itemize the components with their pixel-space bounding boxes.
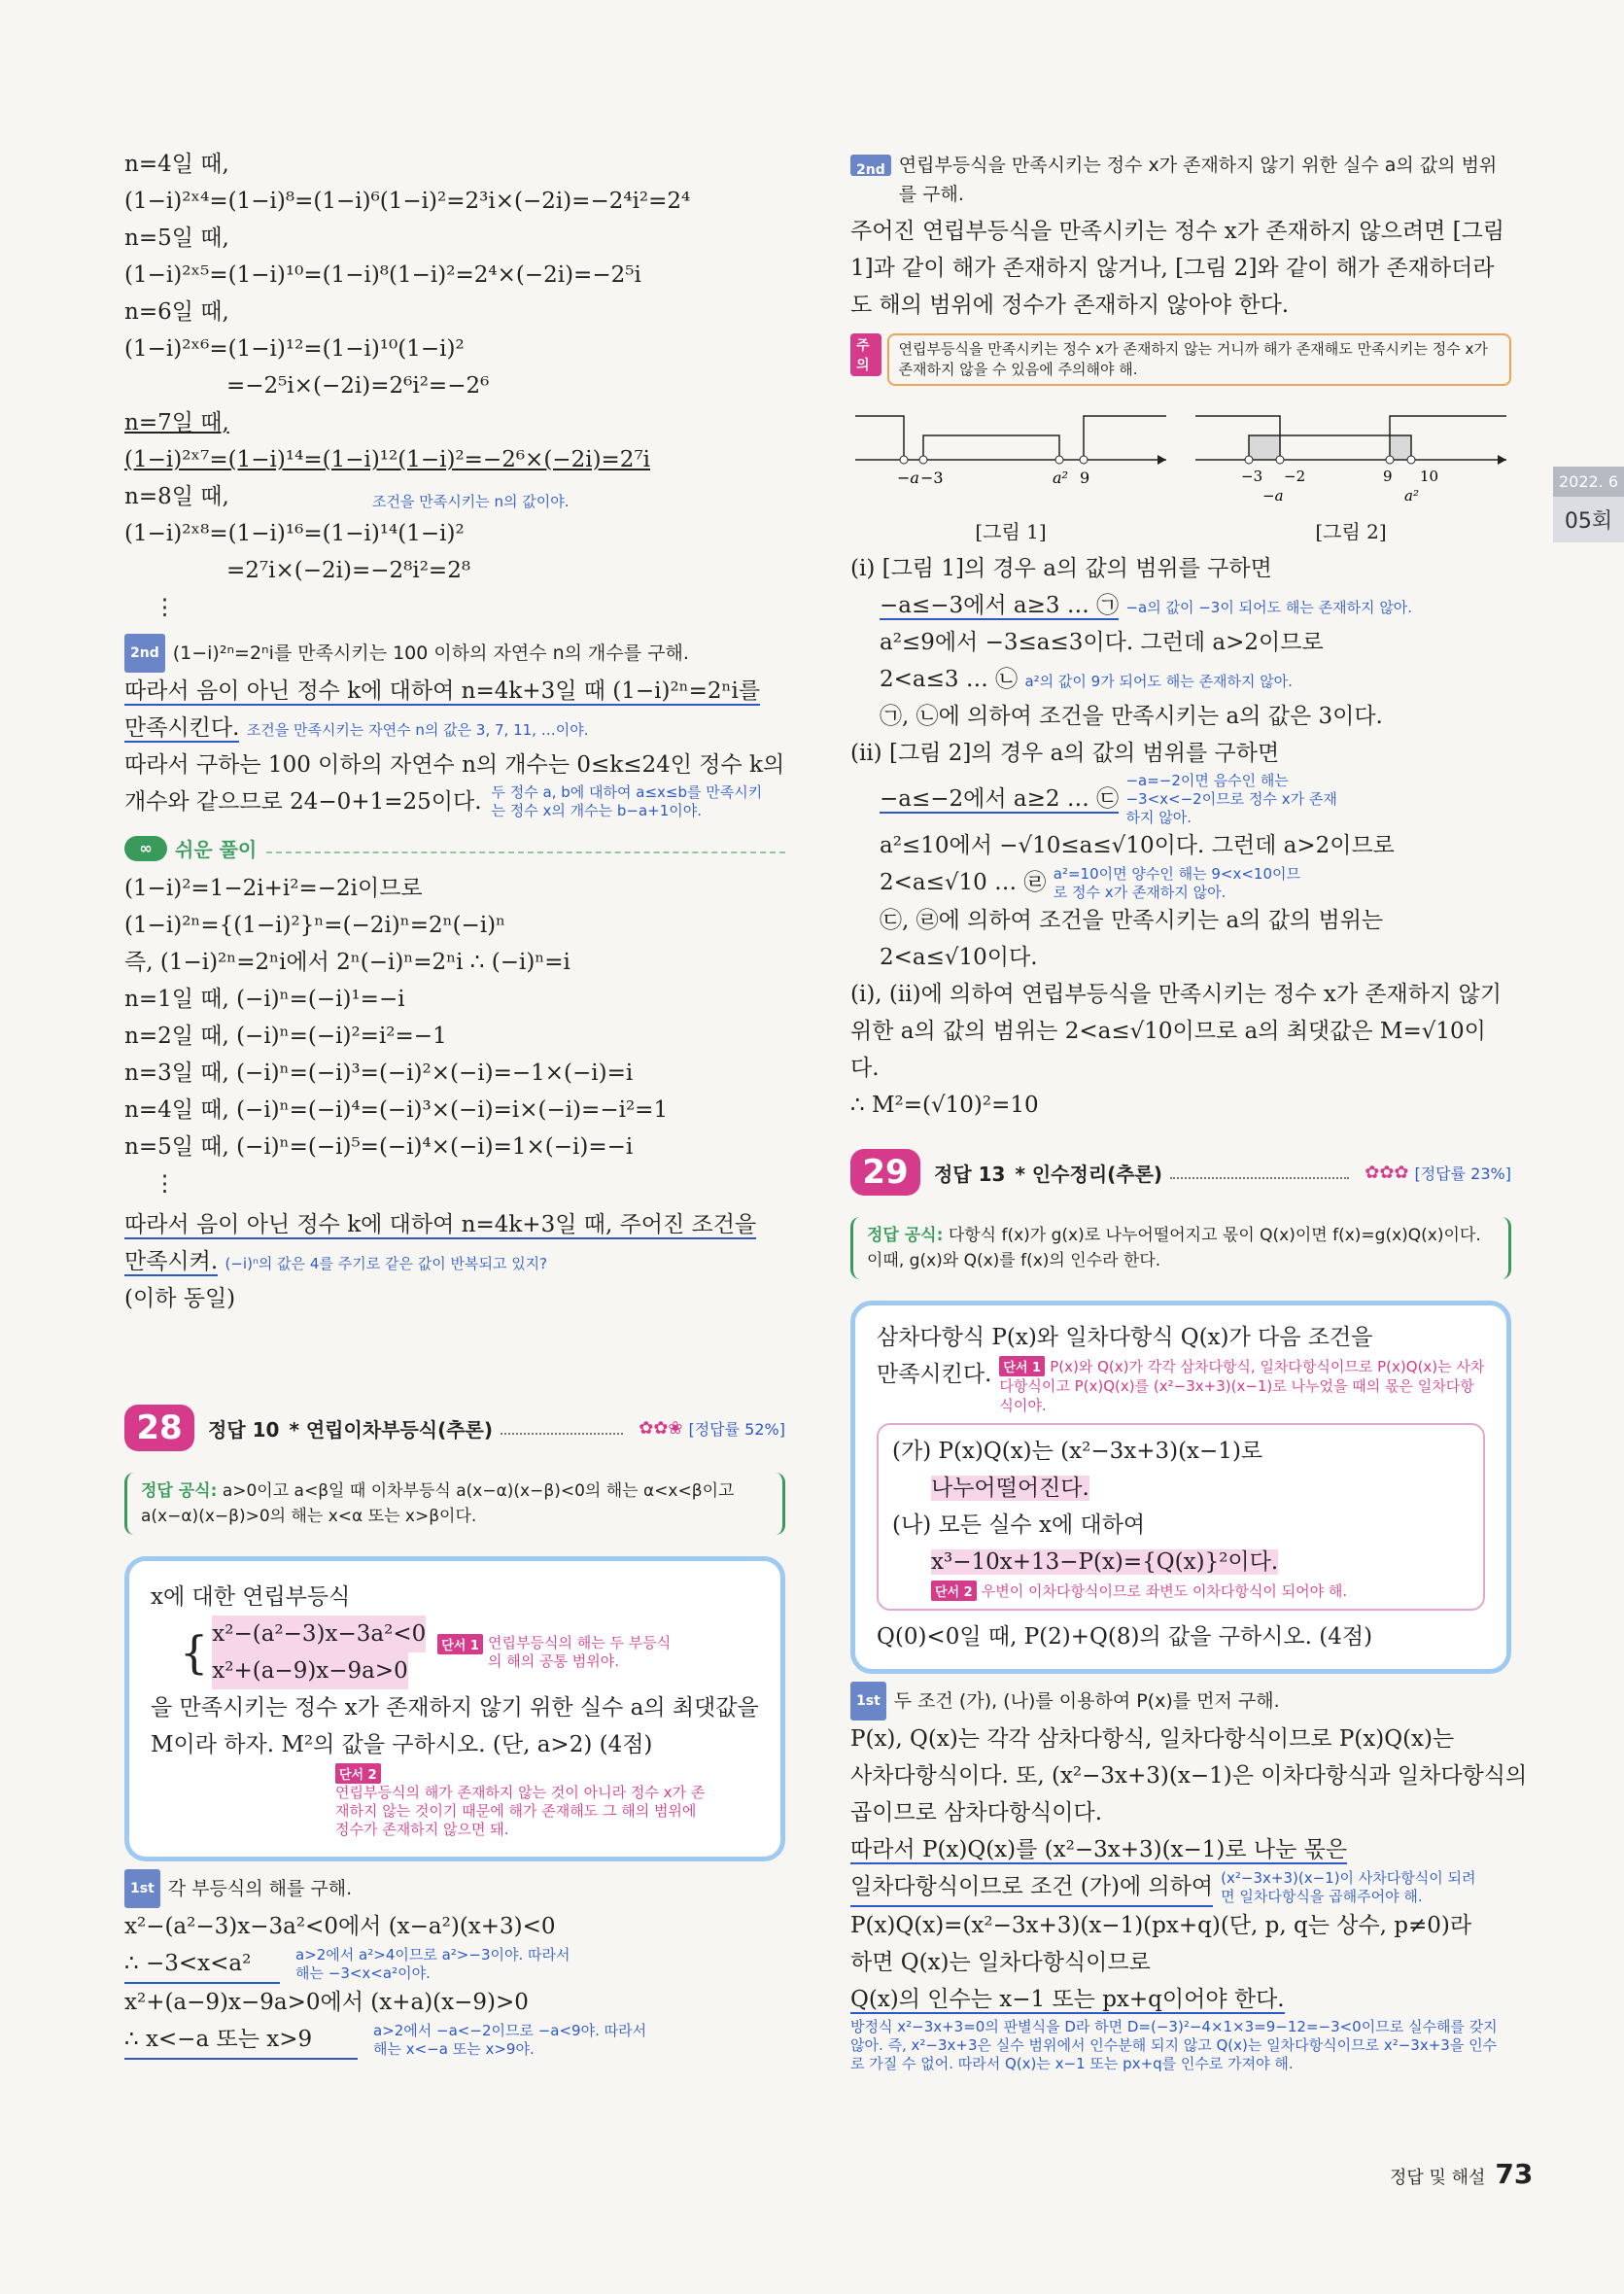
figures [850, 401, 1511, 544]
q-system [180, 1616, 759, 1689]
formula-box-29 [850, 1217, 1511, 1279]
case2-line: (ii) [그림 2]의 경우 a의 값의 범위를 구하면 [850, 741, 1280, 766]
case1-line-text: −a≤−3에서 a≥3 … ㉠ [880, 593, 1120, 618]
hint1-text: 연립부등식의 해는 두 부등식의 해의 공통 범위야. [488, 1634, 672, 1670]
hint1-29 [999, 1356, 1485, 1415]
fig2-label: 10 [1420, 468, 1439, 485]
difficulty-stars: ✿✿❀ [639, 1417, 683, 1439]
case2-line [880, 772, 1511, 827]
solution-line: n=6일 때, [124, 299, 229, 325]
solution-line: (1−i)²ˣ⁵=(1−i)¹⁰=(1−i)⁸(1−i)²=2⁴×(−2i)=−2⁵i [124, 262, 641, 288]
case1-line [880, 661, 1511, 698]
problem-28-header [124, 1405, 785, 1451]
footer [1390, 2158, 1533, 2190]
solution-lines-top [124, 146, 785, 626]
note-n7: 조건을 만족시키는 n의 값이야. [372, 493, 570, 510]
q1: 삼차다항식 P(x)와 일차다항식 Q(x)가 다음 조건을 [877, 1325, 1373, 1350]
difficulty-stars: ✿✿✿ [1365, 1162, 1409, 1183]
q-body1: 을 만족시키는 정수 x가 존재하지 않기 위한 실수 a의 최댓값을 [151, 1695, 759, 1720]
case2 [850, 735, 1511, 976]
caution [850, 333, 1511, 386]
case2-line: ㉢, ㉣에 의하여 조건을 만족시키는 a의 값의 범위는 [880, 908, 1384, 933]
case2-line: a²≤10에서 −√10≤a≤√10이다. 그런데 a>2이므로 [880, 833, 1395, 858]
solution-line: n=7일 때, [124, 410, 229, 435]
sol-line [850, 1981, 1511, 2018]
sol2-row [124, 1945, 785, 1984]
dot-leader [501, 1421, 623, 1435]
sol4: ∴ x<−a 또는 x>9 [124, 2021, 358, 2060]
case2-line: 2<a≤√10이다. [880, 945, 1038, 970]
cond-ga-b-row [931, 1470, 1469, 1507]
sol-line [850, 1831, 1511, 1868]
step2-text-right: 연립부등식을 만족시키는 정수 x가 존재하지 않기 위한 실수 a의 값의 범위를 구해. [898, 155, 1498, 205]
wave-divider [266, 844, 785, 853]
sol-line: 곱이므로 삼차다항식이다. [850, 1800, 1103, 1825]
step1-badge: 1st [850, 1682, 886, 1720]
case1 [850, 550, 1511, 735]
easy-end-a-text: 따라서 음이 아닌 정수 k에 대하여 n=4k+3일 때, 주어진 조건을 [124, 1212, 757, 1237]
solution-line: n=4일 때, (−i)ⁿ=(−i)⁴=(−i)³×(−i)=i×(−i)=−i²=1 [124, 1097, 669, 1123]
sol-line-text: Q(x)의 인수는 x−1 또는 px+q이어야 한다. [850, 1987, 1285, 2012]
cond-na-a: (나) 모든 실수 x에 대하여 [892, 1512, 1146, 1538]
solution-line: n=2일 때, (−i)ⁿ=(−i)²=i²=−1 [124, 1024, 447, 1049]
sol4-note: a>2에서 −a<−2이므로 −a<9야. 따라서 해는 x<−a 또는 x>9야. [373, 2022, 647, 2058]
hint1-text: P(x)와 Q(x)가 각각 삼차다항식, 일차다항식이므로 P(x)Q(x)는 사차다항식이고 P(x)Q(x)를 (x²−3x+3)(x−1)로 나누었을 때의 몫은 일차다항식이야. [999, 1358, 1485, 1414]
fig2-label: a² [1404, 487, 1419, 504]
sol-note1: (x²−3x+3)(x−1)이 사차다항식이 되려면 일차다항식을 곱해주어야 해. [1221, 1869, 1476, 1905]
sol1: x²−(a²−3)x−3a²<0에서 (x−a²)(x+3)<0 [124, 1914, 556, 1939]
figure-2-numberline [1191, 401, 1511, 508]
case1-line: a²≤9에서 −3≤a≤3이다. 그런데 a>2이므로 [880, 630, 1324, 655]
note-count: 두 정수 a, b에 대하여 a≤x≤b를 만족시키는 정수 x의 개수는 b−a+1이야. [491, 783, 763, 819]
formula-box-28 [124, 1473, 785, 1535]
case1-line: ㉠, ㉡에 의하여 조건을 만족시키는 a의 값은 3이다. [880, 704, 1383, 729]
case1-line [880, 587, 1511, 624]
sol-line: 하면 Q(x)는 일차다항식이므로 [850, 1950, 1151, 1975]
q-ineq1: x²−(a²−3)x−3a²<0 [212, 1616, 426, 1652]
figure-1 [850, 401, 1171, 544]
sol3: x²+(a−9)x−9a>0에서 (x+a)(x−9)>0 [124, 1990, 529, 2015]
topic: * 인수정리(추론) [1015, 1162, 1163, 1186]
solution-line: n=3일 때, (−i)ⁿ=(−i)³=(−i)²×(−i)=−1×(−i)=i [124, 1060, 634, 1086]
solution-line: n=8일 때, [124, 484, 229, 509]
para1b-text: 만족시킨다. [124, 715, 240, 741]
solution-line: (1−i)²ˣ⁸=(1−i)¹⁶=(1−i)¹⁴(1−i)² [124, 521, 465, 546]
formula-label: 정답 공식: [141, 1481, 218, 1501]
para1a-text: 따라서 음이 아닌 정수 k에 대하여 n=4k+3일 때 (1−i)²ⁿ=2ⁿi를 [124, 678, 761, 704]
page-number: 73 [1495, 2158, 1534, 2190]
hint2-28 [335, 1763, 759, 1839]
para1-right-text: 주어진 연립부등식을 만족시키는 정수 x가 존재하지 않으려면 [그림 1]과 같이 해가 존재하지 않거나, [그림 2]와 같이 해가 존재하더라도 해의 범위에 정수가 존재하지 않아야 한다. [850, 219, 1505, 318]
dot-leader [1170, 1165, 1349, 1179]
para1b-row [124, 710, 785, 747]
para2b-text: 개수와 같으므로 24−0+1=25이다. [124, 789, 482, 815]
correct-rate: [정답률 52%] [688, 1419, 785, 1439]
step1-badge: 1st [124, 1869, 160, 1908]
step2-badge-right: 2nd [850, 155, 891, 176]
sol-line: P(x), Q(x)는 각각 삼차다항식, 일차다항식이므로 P(x)Q(x)는 [850, 1726, 1455, 1752]
para2a: 따라서 구하는 100 이하의 자연수 n의 개수는 0≤k≤24인 정수 k의 [124, 752, 785, 778]
easy-end-note: (−i)ⁿ의 값은 4를 주기로 같은 값이 반복되고 있지? [225, 1255, 548, 1272]
q-ineq2: x²+(a−9)x−9a>0 [212, 1652, 408, 1689]
fig1-label: −3 [920, 469, 944, 487]
problem-29-header [850, 1149, 1511, 1196]
question-box-29 [850, 1301, 1511, 1674]
solution-line: ⋮ [154, 1171, 176, 1197]
sol-line-text: 따라서 P(x)Q(x)를 (x²−3x+3)(x−1)로 나눈 몫은 [850, 1837, 1348, 1862]
answer: 정답 10 [208, 1417, 280, 1442]
answer: 정답 13 [934, 1162, 1006, 1186]
hint2-text: 우변이 이차다항식이므로 좌변도 이차다항식이 되어야 해. [981, 1582, 1348, 1600]
q2-row [877, 1356, 1485, 1415]
easy-end-c: (이하 동일) [124, 1286, 236, 1311]
case2-note1: −a=−2이면 음수인 해는 −3<x<−2이므로 정수 x가 존재하지 않아. [1125, 772, 1337, 826]
sol-line-text: 일차다항식이므로 조건 (가)에 의하여 [850, 1868, 1213, 1907]
step2-row-right [850, 151, 1511, 209]
solution-line: 즉, (1−i)²ⁿ=2ⁿi에서 2ⁿ(−i)ⁿ=2ⁿi ∴ (−i)ⁿ=i [124, 950, 570, 975]
case1-note1: −a의 값이 −3이 되어도 해는 존재하지 않아. [1125, 599, 1413, 616]
conclusion1: (i), (ii)에 의하여 연립부등식을 만족시키는 정수 x가 존재하지 않기 위한 a의 값의 범위는 2<a≤√10이므로 a의 최댓값은 M=√10이다. [850, 982, 1502, 1081]
glasses-icon: ∞ [124, 836, 167, 861]
brace: { [180, 1626, 209, 1679]
side-tab-year: 2022. 6 [1553, 467, 1624, 497]
case1-note2: a²의 값이 9가 되어도 해는 존재하지 않아. [1024, 673, 1293, 690]
easy-solution-lines [124, 870, 785, 1202]
sol-line: P(x)Q(x)=(x²−3x+3)(x−1)(px+q)(단, p, q는 상수, p≠0)라 [850, 1913, 1472, 1938]
solution-line: (1−i)²=1−2i+i²=−2i이므로 [124, 876, 423, 901]
easy-title: 쉬운 풀이 [175, 838, 258, 861]
hint2-badge: 단서 2 [335, 1763, 381, 1784]
hint2-29 [931, 1581, 1469, 1601]
formula-text: a>0이고 a<β일 때 이차부등식 a(x−α)(x−β)<0의 해는 α<x<β이고 a(x−α)(x−β)>0의 해는 x<α 또는 x>β이다. [141, 1481, 735, 1526]
fig1-label: −a [897, 469, 919, 487]
solution-line: (1−i)²ˣ⁷=(1−i)¹⁴=(1−i)¹²(1−i)²=−2⁶×(−2i)=2⁷i [124, 447, 651, 472]
q3: Q(0)<0일 때, P(2)+Q(8)의 값을 구하시오. (4점) [877, 1624, 1373, 1650]
case2-line-text: −a≤−2에서 a≥2 … ㉢ [880, 785, 1120, 812]
hint1-badge: 단서 1 [999, 1356, 1045, 1376]
figure-1-caption: [그림 1] [975, 520, 1047, 543]
hint1-28 [437, 1634, 682, 1671]
step2-row [124, 634, 785, 673]
fig1-label: 9 [1080, 469, 1090, 487]
easy-end-b-text: 만족시켜. [124, 1249, 219, 1274]
step1-row-29 [850, 1682, 1511, 1720]
side-tab-round: 05회 [1553, 497, 1624, 542]
sol4-row [124, 2021, 785, 2060]
step2-text: (1−i)²ⁿ=2ⁿi를 만족시키는 100 이하의 자연수 n의 개수를 구해. [172, 643, 689, 664]
cond-ga-a: (가) P(x)Q(x)는 (x²−3x+3)(x−1)로 [892, 1439, 1263, 1464]
easy-solution-header [124, 834, 785, 862]
fig2-label: −2 [1284, 468, 1306, 485]
solution-line: (1−i)²ˣ⁶=(1−i)¹²=(1−i)¹⁰(1−i)² [124, 336, 465, 362]
para1a [124, 673, 785, 710]
sol-line [850, 1868, 1511, 1907]
topic: * 연립이차부등식(추론) [289, 1417, 494, 1442]
step1-text: 각 부등식의 해를 구해. [167, 1878, 353, 1899]
case1-line: (i) [그림 1]의 경우 a의 값의 범위를 구하면 [850, 556, 1272, 581]
step1-text: 두 조건 (가), (나)를 이용하여 P(x)를 먼저 구해. [893, 1690, 1280, 1712]
note-k: 조건을 만족시키는 자연수 n의 값은 3, 7, 11, …이야. [246, 721, 589, 739]
hint2-text: 연립부등식의 해가 존재하지 않는 것이 아니라 정수 x가 존재하지 않는 것이기 때문에 해가 존재해도 그 해의 범위에 정수가 존재하지 않으면 돼. [335, 1784, 706, 1838]
solution-line: =2⁷i×(−2i)=−2⁸i²=2⁸ [226, 558, 471, 583]
cond-na-b: x³−10x+13−P(x)={Q(x)}²이다. [931, 1549, 1279, 1575]
formula-label: 정답 공식: [867, 1226, 944, 1245]
figure-2 [1191, 401, 1511, 544]
solution-line: n=1일 때, (−i)ⁿ=(−i)¹=−i [124, 987, 405, 1012]
q-intro: x에 대한 연립부등식 [151, 1584, 351, 1610]
side-tab [1553, 467, 1624, 542]
case2-line [880, 864, 1511, 902]
case2-line-text: 2<a≤√10 … ㉣ [880, 870, 1047, 895]
easy-end-b-row [124, 1243, 785, 1280]
sol-note2: 방정식 x²−3x+3=0의 판별식을 D라 하면 D=(−3)²−4×1×3=9−12=−3<0이므로 실수해를 갖지 않아. 즉, x²−3x+3은 실수 범위에서 인수분해 되지 않고 Q(x)는 일차다항식이므로 x²−3x+3을 인수로 가질 수 없어. 따라서 Q(x)는 x−1 또는 px+q를 인수로 가져야 해. [850, 2018, 1498, 2072]
fig2-label: 9 [1383, 468, 1393, 485]
caution-text: 연립부등식을 만족시키는 정수 x가 존재하지 않는 거니까 해가 존재해도 만족시키는 정수 x가 존재하지 않을 수 있음에 주의해야 해. [887, 333, 1511, 386]
figure-2-caption: [그림 2] [1315, 520, 1387, 543]
case2-note2: a²=10이면 양수인 해는 9<x<10이므로 정수 x가 존재하지 않아. [1053, 865, 1300, 901]
solution-line: ⋮ [154, 595, 176, 620]
left-column [124, 146, 785, 2060]
problem-number: 29 [850, 1149, 920, 1196]
solution-29 [850, 1720, 1528, 2073]
case1-line-text: 2<a≤3 … ㉡ [880, 667, 1019, 692]
sol-line: 사차다항식이다. 또, (x²−3x+3)(x−1)은 이차다항식과 일차다항식의 [850, 1763, 1528, 1789]
q-ineqs [212, 1616, 426, 1689]
conditions-box [877, 1423, 1485, 1611]
problem-number: 28 [124, 1405, 194, 1451]
cond-ga-b: 나누어떨어진다. [931, 1476, 1089, 1501]
sol2-note: a>2에서 a²>4이므로 a²>−3이야. 따라서 해는 −3<x<a²이야. [295, 1946, 570, 1982]
hint2-badge: 단서 2 [931, 1581, 977, 1601]
sol2: ∴ −3<x<a² [124, 1945, 280, 1984]
para2b-row [124, 783, 785, 820]
solution-line: n=5일 때, (−i)ⁿ=(−i)⁵=(−i)⁴×(−i)=1×(−i)=−i [124, 1134, 634, 1160]
right-column [850, 151, 1528, 2073]
q-body2: M이라 하자. M²의 값을 구하시오. (단, a>2) (4점) [151, 1732, 653, 1757]
fig1-label: a² [1053, 469, 1068, 487]
correct-rate: [정답률 23%] [1414, 1164, 1511, 1183]
q2: 만족시킨다. [877, 1362, 992, 1387]
figure-1-numberline [850, 401, 1171, 508]
step2-badge: 2nd [124, 634, 165, 673]
caution-label: 주의 [850, 333, 881, 376]
formula-text: 다항식 f(x)가 g(x)로 나누어떨어지고 몫이 Q(x)이면 f(x)=g(x)Q(x)이다. 이때, g(x)와 Q(x)를 f(x)의 인수라 한다. [867, 1226, 1481, 1270]
solution-line: (1−i)²ⁿ={(1−i)²}ⁿ=(−2i)ⁿ=2ⁿ(−i)ⁿ [124, 913, 506, 938]
solution-line: n=4일 때, [124, 152, 229, 177]
fig2-label: −a [1262, 487, 1284, 504]
question-box-28 [124, 1556, 785, 1861]
solution-line: n=5일 때, [124, 226, 229, 251]
solution-line: (1−i)²ˣ⁴=(1−i)⁸=(1−i)⁶(1−i)²=2³i×(−2i)=−2⁴i²=2⁴ [124, 189, 691, 214]
solution-line: =−2⁵i×(−2i)=2⁶i²=−2⁶ [226, 373, 490, 399]
para1-right [850, 213, 1511, 324]
conclusion2: ∴ M²=(√10)²=10 [850, 1093, 1039, 1118]
cond-na-b-row [931, 1544, 1469, 1581]
footer-label: 정답 및 해설 [1390, 2168, 1486, 2188]
easy-end-a [124, 1206, 785, 1243]
step1-row-28 [124, 1869, 785, 1908]
fig2-label: −3 [1241, 468, 1263, 485]
hint1-badge: 단서 1 [437, 1634, 483, 1654]
